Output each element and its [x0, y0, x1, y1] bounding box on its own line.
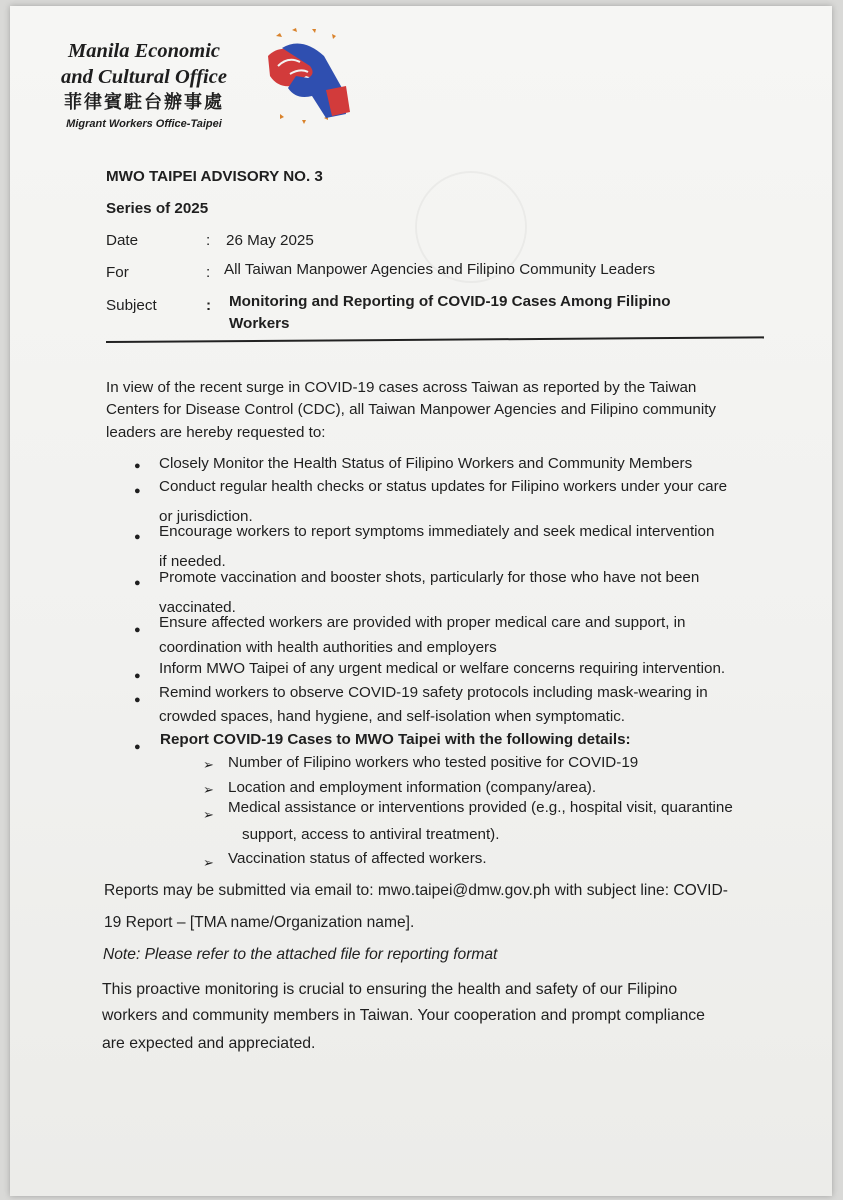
letterhead [34, 38, 254, 130]
intro-line: leaders are hereby requested to: [106, 424, 326, 441]
reports-line: Reports may be submitted via email to: mwo.taipei@dmw.gov.ph with subject line: COVID- [104, 882, 728, 899]
org-name-chinese: 菲律賓駐台辦事處 [64, 92, 224, 113]
sub-item-text: Location and employment information (company/area). [228, 779, 597, 796]
bullet-marker: ● [134, 741, 141, 753]
note: Note: Please refer to the attached file for reporting format [103, 946, 498, 963]
subject-colon: : [206, 297, 212, 314]
arrow-bullet-icon: ➢ [203, 855, 214, 870]
bullet-marker: ● [134, 531, 141, 543]
bullet-marker: ● [134, 694, 141, 706]
bullet-marker: ● [134, 670, 141, 682]
for-label: For [106, 264, 129, 281]
bullet-text: Encourage workers to report symptoms immediately and seek medical intervention [159, 523, 715, 540]
handshake-logo-icon [262, 26, 354, 126]
bullet-text: if needed. [159, 553, 226, 570]
subject-line-2: Workers [229, 315, 290, 332]
bullet-text: Remind workers to observe COVID-19 safety protocols including mask-wearing in [159, 684, 708, 701]
date-colon: : [206, 232, 211, 249]
reports-line: 19 Report – [TMA name/Organization name]. [104, 914, 415, 931]
org-name-line2: and Cultural Office [61, 66, 227, 88]
bullet-text: coordination with health authorities and employers [159, 639, 497, 656]
for-colon: : [206, 264, 211, 281]
arrow-bullet-icon: ➢ [203, 782, 214, 797]
arrow-bullet-icon: ➢ [203, 807, 214, 822]
bullet-text: vaccinated. [159, 599, 236, 616]
bullet-text: crowded spaces, hand hygiene, and self-isolation when symptomatic. [159, 708, 626, 725]
closing-line: workers and community members in Taiwan. Your cooperation and prompt compliance [102, 1007, 705, 1024]
bullet-marker: ● [134, 577, 141, 589]
advisory-number: MWO TAIPEI ADVISORY NO. 3 [106, 168, 323, 185]
for-value: All Taiwan Manpower Agencies and Filipino Community Leaders [224, 261, 656, 278]
sub-item-text: Medical assistance or interventions provided (e.g., hospital visit, quarantine [228, 799, 733, 816]
bullet-text: or jurisdiction. [159, 508, 253, 525]
sub-item-text: Vaccination status of affected workers. [228, 850, 487, 867]
bullet-text: Ensure affected workers are provided with proper medical care and support, in [159, 614, 686, 631]
subject-line-1: Monitoring and Reporting of COVID-19 Cases Among Filipino [229, 293, 671, 310]
intro-line: Centers for Disease Control (CDC), all Taiwan Manpower Agencies and Filipino community [106, 401, 717, 418]
subject-label: Subject [106, 297, 157, 314]
bullet-marker: ● [134, 485, 141, 497]
org-name-line1: Manila Economic [67, 40, 221, 62]
sub-item-text: support, access to antiviral treatment). [242, 826, 500, 843]
org-subtitle: Migrant Workers Office-Taipei [66, 118, 222, 130]
bullet-text: Closely Monitor the Health Status of Filipino Workers and Community Members [159, 455, 693, 472]
arrow-bullet-icon: ➢ [203, 757, 214, 772]
bullet-text: Inform MWO Taipei of any urgent medical or welfare concerns requiring intervention. [159, 660, 726, 677]
bullet-text: Conduct regular health checks or status updates for Filipino workers under your care [159, 478, 728, 495]
advisory-series: Series of 2025 [106, 200, 209, 217]
sub-item-text: Number of Filipino workers who tested positive for COVID-19 [228, 754, 639, 771]
bullet-text: Promote vaccination and booster shots, particularly for those who have not been [159, 569, 700, 586]
date-value: 26 May 2025 [226, 232, 314, 249]
bullet-text-bold: Report COVID-19 Cases to MWO Taipei with the following details: [160, 731, 631, 748]
intro-line: In view of the recent surge in COVID-19 cases across Taiwan as reported by the Taiwan [106, 379, 697, 396]
date-label: Date [106, 232, 139, 249]
closing-line: This proactive monitoring is crucial to ensuring the health and safety of our Filipino [102, 981, 678, 998]
bullet-marker: ● [134, 624, 141, 636]
closing-line: are expected and appreciated. [102, 1035, 316, 1052]
bullet-marker: ● [134, 460, 141, 472]
